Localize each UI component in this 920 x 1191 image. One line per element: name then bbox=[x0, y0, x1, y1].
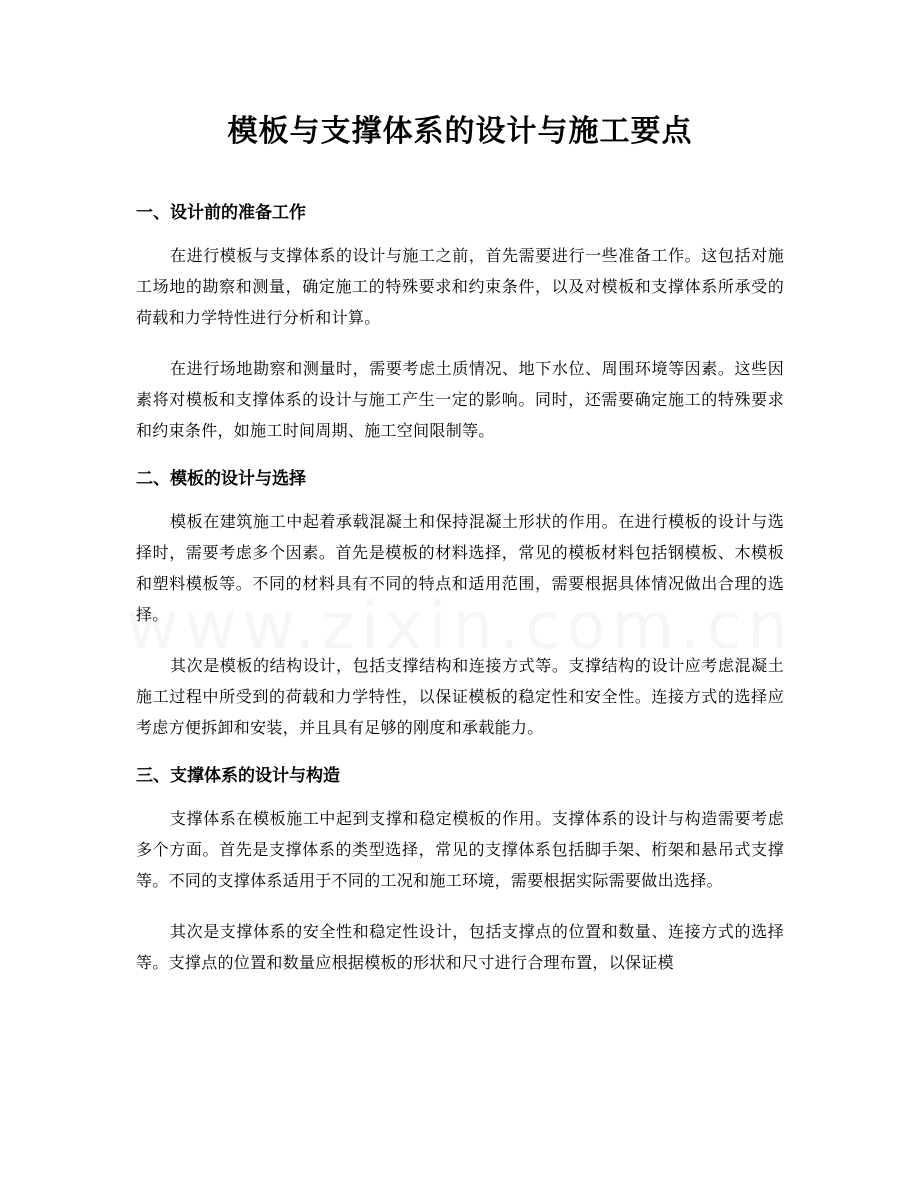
section-heading: 三、支撑体系的设计与构造 bbox=[136, 766, 340, 786]
paragraph: 其次是支撑体系的安全性和稳定性设计，包括支撑点的位置和数量、连接方式的选择等。支撑点的位置和数量应根据模板的形状和尺寸进行合理布置，以保证模 bbox=[136, 922, 784, 972]
document-title: 模板与支撑体系的设计与施工要点 bbox=[227, 114, 693, 149]
paragraph: 模板在建筑施工中起着承载混凝土和保持混凝土形状的作用。在进行模板的设计与选择时，需要考虑多个因素。首先是模板的材料选择，常见的模板材料包括钢模板、木模板和塑料模板等。不同的材料具有不同的特点和适用范围，需要根据具体情况做出合理的选择。 bbox=[136, 512, 784, 624]
section-heading: 二、模板的设计与选择 bbox=[136, 469, 306, 489]
section-preparation bbox=[136, 200, 784, 446]
paragraph: 在进行模板与支撑体系的设计与施工之前，首先需要进行一些准备工作。这包括对施工场地的勘察和测量，确定施工的特殊要求和约束条件，以及对模板和支撑体系所承受的荷载和力学特性进行分析和计算。 bbox=[136, 246, 784, 327]
section-formwork-design bbox=[136, 466, 784, 743]
paragraph: 在进行场地勘察和测量时，需要考虑土质情况、地下水位、周围环境等因素。这些因素将对模板和支撑体系的设计与施工产生一定的影响。同时，还需要确定施工的特殊要求和约束条件，如施工时间周期、施工空间限制等。 bbox=[136, 359, 784, 440]
section-support-system bbox=[136, 763, 784, 978]
section-heading: 一、设计前的准备工作 bbox=[136, 203, 306, 223]
paragraph: 其次是模板的结构设计，包括支撑结构和连接方式等。支撑结构的设计应考虑混凝土施工过程中所受到的荷载和力学特性，以保证模板的稳定性和安全性。连接方式的选择应考虑方便拆卸和安装，并且具有足够的刚度和承载能力。 bbox=[136, 656, 784, 737]
paragraph: 支撑体系在模板施工中起到支撑和稳定模板的作用。支撑体系的设计与构造需要考虑多个方面。首先是支撑体系的类型选择，常见的支撑体系包括脚手架、桁架和悬吊式支撑等。不同的支撑体系适用于不同的工况和施工环境，需要根据实际需要做出选择。 bbox=[136, 809, 784, 890]
